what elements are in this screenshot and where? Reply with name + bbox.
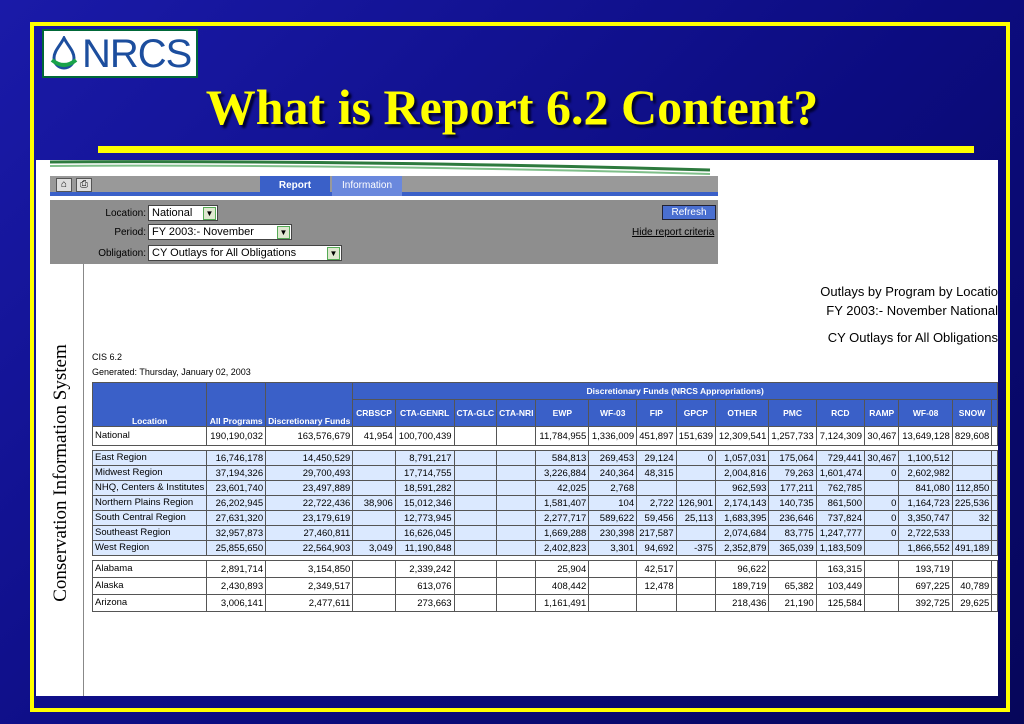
value-cell: 42,025 — [536, 481, 589, 496]
value-cell — [676, 595, 715, 612]
value-cell: 1,601,474 — [816, 466, 864, 481]
value-cell: 25,855,650 — [207, 541, 266, 556]
col-header: RCD — [816, 400, 864, 427]
col-header: CRBSCP — [353, 400, 395, 427]
value-cell: 15,012,346 — [395, 496, 454, 511]
value-cell: 59,456 — [637, 511, 676, 526]
value-cell — [497, 511, 536, 526]
value-cell: 2,074,684 — [716, 526, 769, 541]
value-cell: 25,113 — [676, 511, 715, 526]
location-cell[interactable]: Northern Plains Region — [93, 496, 207, 511]
refresh-button[interactable]: Refresh — [662, 205, 716, 220]
value-cell: 12,773,945 — [395, 511, 454, 526]
value-cell: 2,602,982 — [899, 466, 952, 481]
report-period: FY 2003:- November National — [826, 303, 998, 318]
value-cell — [497, 451, 536, 466]
value-cell: 1,866,552 — [899, 541, 952, 556]
value-cell: 2,430,893 — [207, 578, 266, 595]
value-cell: 737,824 — [816, 511, 864, 526]
value-cell: 613,076 — [395, 578, 454, 595]
value-cell: 1,247,777 — [816, 526, 864, 541]
col-header: WF-03 — [589, 400, 637, 427]
chevron-down-icon: ▼ — [277, 226, 290, 239]
value-cell — [454, 578, 497, 595]
value-cell: 94,692 — [637, 541, 676, 556]
value-cell: 104 — [589, 496, 637, 511]
value-cell: 2,352,879 — [716, 541, 769, 556]
value-cell: 1,683,395 — [716, 511, 769, 526]
value-cell: 3,049 — [353, 541, 395, 556]
value-cell: 32 — [952, 511, 991, 526]
col-header: OTHER — [716, 400, 769, 427]
screenshot-panel — [36, 160, 998, 696]
value-cell: 1,257,733 — [769, 427, 816, 446]
value-cell: 40,789 — [952, 578, 991, 595]
value-cell — [497, 427, 536, 446]
value-cell: 140,735 — [769, 496, 816, 511]
value-cell: 11,190,848 — [395, 541, 454, 556]
value-cell — [353, 466, 395, 481]
value-cell — [454, 541, 497, 556]
value-cell: 25,904 — [536, 561, 589, 578]
value-cell — [454, 496, 497, 511]
overflow-cell — [992, 451, 998, 466]
value-cell: 30,467 — [864, 427, 898, 446]
table-row — [93, 496, 998, 511]
value-cell: 236,646 — [769, 511, 816, 526]
value-cell: 0 — [864, 526, 898, 541]
value-cell — [497, 595, 536, 612]
value-cell: 0 — [864, 466, 898, 481]
cis-sidebar — [36, 264, 84, 696]
value-cell: 225,536 — [952, 496, 991, 511]
report-criteria — [50, 200, 718, 264]
overflow-cell — [992, 427, 998, 446]
value-cell: 13,649,128 — [899, 427, 952, 446]
period-value: FY 2003:- November — [152, 226, 254, 238]
value-cell — [454, 481, 497, 496]
value-cell — [353, 578, 395, 595]
value-cell: 103,449 — [816, 578, 864, 595]
value-cell: 841,080 — [899, 481, 952, 496]
value-cell: 2,768 — [589, 481, 637, 496]
col-header: Discretionary Funds — [266, 383, 353, 427]
value-cell — [497, 541, 536, 556]
value-cell: 451,897 — [637, 427, 676, 446]
table-row — [93, 427, 998, 446]
table-row — [93, 511, 998, 526]
value-cell: 3,226,884 — [536, 466, 589, 481]
overflow-cell — [992, 541, 998, 556]
period-select[interactable] — [148, 224, 292, 240]
group-header: Discretionary Funds (NRCS Appropriations) — [353, 383, 998, 400]
value-cell: 12,478 — [637, 578, 676, 595]
value-cell: 2,722 — [637, 496, 676, 511]
value-cell: 729,441 — [816, 451, 864, 466]
value-cell: 189,719 — [716, 578, 769, 595]
obligation-label: Obligation: — [98, 247, 146, 259]
period-label: Period: — [114, 226, 146, 238]
overflow-cell — [992, 578, 998, 595]
value-cell: 29,700,493 — [266, 466, 353, 481]
col-header: CTA-GLC — [454, 400, 497, 427]
value-cell: 0 — [864, 511, 898, 526]
value-cell — [454, 451, 497, 466]
chevron-down-icon: ▼ — [203, 207, 216, 220]
col-header: Location — [93, 383, 207, 427]
value-cell — [952, 561, 991, 578]
value-cell: 100,700,439 — [395, 427, 454, 446]
value-cell: 23,497,889 — [266, 481, 353, 496]
value-cell: 408,442 — [536, 578, 589, 595]
value-cell: 589,622 — [589, 511, 637, 526]
table-row — [93, 526, 998, 541]
value-cell: 273,663 — [395, 595, 454, 612]
value-cell: 3,006,141 — [207, 595, 266, 612]
value-cell: 21,190 — [769, 595, 816, 612]
value-cell: 22,564,903 — [266, 541, 353, 556]
col-header: WF-08 — [899, 400, 952, 427]
table-row — [93, 541, 998, 556]
value-cell: 27,631,320 — [207, 511, 266, 526]
value-cell: 22,722,436 — [266, 496, 353, 511]
value-cell: 96,622 — [716, 561, 769, 578]
value-cell — [637, 595, 676, 612]
obligation-row — [50, 244, 342, 262]
value-cell — [454, 595, 497, 612]
value-cell — [497, 578, 536, 595]
overflow-cell — [992, 526, 998, 541]
app-toolbar — [50, 176, 718, 196]
value-cell — [497, 481, 536, 496]
value-cell: 1,161,491 — [536, 595, 589, 612]
tab-information[interactable]: Information — [332, 176, 402, 196]
value-cell — [952, 466, 991, 481]
value-cell — [676, 466, 715, 481]
value-cell: 2,477,611 — [266, 595, 353, 612]
value-cell: 41,954 — [353, 427, 395, 446]
value-cell — [676, 526, 715, 541]
value-cell: 861,500 — [816, 496, 864, 511]
value-cell: 1,581,407 — [536, 496, 589, 511]
value-cell: 151,639 — [676, 427, 715, 446]
value-cell: 697,225 — [899, 578, 952, 595]
value-cell — [454, 526, 497, 541]
value-cell — [497, 561, 536, 578]
print-icon[interactable]: ⎙ — [76, 178, 92, 192]
report-obligation: CY Outlays for All Obligations — [827, 330, 998, 345]
col-header: CTA-GENRL — [395, 400, 454, 427]
location-select[interactable] — [148, 205, 218, 221]
value-cell — [353, 561, 395, 578]
overflow-cell — [992, 561, 998, 578]
value-cell: 163,576,679 — [266, 427, 353, 446]
overflow-cell — [992, 595, 998, 612]
value-cell — [676, 561, 715, 578]
location-row — [50, 204, 218, 222]
col-header: GPCP — [676, 400, 715, 427]
table-row — [93, 451, 998, 466]
value-cell — [864, 578, 898, 595]
col-header: PMC — [769, 400, 816, 427]
value-cell — [353, 526, 395, 541]
value-cell: 491,189 — [952, 541, 991, 556]
value-cell: 29,124 — [637, 451, 676, 466]
location-cell[interactable]: Southeast Region — [93, 526, 207, 541]
value-cell — [497, 496, 536, 511]
value-cell: 8,791,217 — [395, 451, 454, 466]
value-cell — [676, 481, 715, 496]
value-cell: 30,467 — [864, 451, 898, 466]
value-cell: 1,669,288 — [536, 526, 589, 541]
location-value: National — [152, 207, 193, 219]
value-cell: 17,714,755 — [395, 466, 454, 481]
value-cell: 230,398 — [589, 526, 637, 541]
location-cell[interactable]: NHQ, Centers & Institutes — [93, 481, 207, 496]
value-cell: 18,591,282 — [395, 481, 454, 496]
value-cell — [454, 466, 497, 481]
value-cell: 1,100,512 — [899, 451, 952, 466]
value-cell — [952, 451, 991, 466]
value-cell: 42,517 — [637, 561, 676, 578]
value-cell: 392,725 — [899, 595, 952, 612]
report-title: Outlays by Program by Locatio — [820, 284, 998, 299]
value-cell: 177,211 — [769, 481, 816, 496]
table-row — [93, 561, 998, 578]
value-cell: 190,190,032 — [207, 427, 266, 446]
value-cell — [864, 595, 898, 612]
col-header: All Programs — [207, 383, 266, 427]
report-table — [92, 382, 998, 612]
value-cell: 269,453 — [589, 451, 637, 466]
value-cell: 2,174,143 — [716, 496, 769, 511]
value-cell: 3,301 — [589, 541, 637, 556]
overflow-cell — [992, 466, 998, 481]
value-cell: 16,746,178 — [207, 451, 266, 466]
period-row — [50, 223, 292, 241]
col-header: CTA-NRI — [497, 400, 536, 427]
value-cell: 0 — [864, 496, 898, 511]
location-cell[interactable]: Midwest Region — [93, 466, 207, 481]
report-generated: Generated: Thursday, January 02, 2003 — [92, 367, 251, 377]
location-cell[interactable]: Alaska — [93, 578, 207, 595]
value-cell: 1,164,723 — [899, 496, 952, 511]
obligation-value: CY Outlays for All Obligations — [152, 247, 297, 259]
value-cell: 26,202,945 — [207, 496, 266, 511]
value-cell: 29,625 — [952, 595, 991, 612]
value-cell — [353, 481, 395, 496]
value-cell: 2,402,823 — [536, 541, 589, 556]
value-cell — [497, 526, 536, 541]
value-cell — [676, 578, 715, 595]
value-cell — [589, 578, 637, 595]
location-cell[interactable]: East Region — [93, 451, 207, 466]
value-cell: 7,124,309 — [816, 427, 864, 446]
value-cell — [454, 427, 497, 446]
value-cell — [454, 511, 497, 526]
value-cell: 14,450,529 — [266, 451, 353, 466]
value-cell: 125,584 — [816, 595, 864, 612]
logo-text: NRCS — [82, 31, 192, 76]
value-cell: 2,349,517 — [266, 578, 353, 595]
value-cell: 3,350,747 — [899, 511, 952, 526]
value-cell: 0 — [676, 451, 715, 466]
col-header: RAMP — [864, 400, 898, 427]
value-cell: 2,891,714 — [207, 561, 266, 578]
overflow-cell — [992, 511, 998, 526]
value-cell: 240,364 — [589, 466, 637, 481]
value-cell: 38,906 — [353, 496, 395, 511]
nrcs-logo — [42, 29, 198, 78]
location-cell[interactable]: West Region — [93, 541, 207, 556]
value-cell: 37,194,326 — [207, 466, 266, 481]
obligation-select[interactable] — [148, 245, 342, 261]
location-cell[interactable]: Alabama — [93, 561, 207, 578]
value-cell: 112,850 — [952, 481, 991, 496]
value-cell: 3,154,850 — [266, 561, 353, 578]
value-cell: 193,719 — [899, 561, 952, 578]
value-cell — [353, 451, 395, 466]
table-row — [93, 595, 998, 612]
report-code: CIS 6.2 — [92, 352, 123, 362]
table-row — [93, 466, 998, 481]
value-cell: 27,460,811 — [266, 526, 353, 541]
location-label: Location: — [105, 207, 146, 219]
value-cell: 23,179,619 — [266, 511, 353, 526]
value-cell: 12,309,541 — [716, 427, 769, 446]
title-underline — [98, 146, 974, 153]
value-cell: 762,785 — [816, 481, 864, 496]
col-header: FIP — [637, 400, 676, 427]
value-cell: 23,601,740 — [207, 481, 266, 496]
value-cell: 2,339,242 — [395, 561, 454, 578]
hide-criteria-link[interactable]: Hide report criteria — [632, 227, 715, 238]
value-cell: 65,382 — [769, 578, 816, 595]
value-cell — [637, 481, 676, 496]
value-cell — [769, 561, 816, 578]
col-header-overflow — [992, 400, 998, 427]
value-cell: 2,004,816 — [716, 466, 769, 481]
home-icon[interactable]: ⌂ — [56, 178, 72, 192]
value-cell: 2,722,533 — [899, 526, 952, 541]
value-cell: 218,436 — [716, 595, 769, 612]
water-drop-icon — [50, 36, 78, 72]
value-cell: 11,784,955 — [536, 427, 589, 446]
value-cell — [864, 541, 898, 556]
value-cell: 829,608 — [952, 427, 991, 446]
slide-title: What is Report 6.2 Content? — [205, 79, 819, 135]
value-cell — [864, 481, 898, 496]
value-cell: 962,593 — [716, 481, 769, 496]
value-cell: 48,315 — [637, 466, 676, 481]
value-cell: 1,183,509 — [816, 541, 864, 556]
value-cell — [952, 526, 991, 541]
table-row — [93, 578, 998, 595]
overflow-cell — [992, 481, 998, 496]
value-cell — [497, 466, 536, 481]
col-header: EWP — [536, 400, 589, 427]
table-row — [93, 481, 998, 496]
value-cell — [353, 511, 395, 526]
location-cell[interactable]: South Central Region — [93, 511, 207, 526]
value-cell: 217,587 — [637, 526, 676, 541]
value-cell: 79,263 — [769, 466, 816, 481]
value-cell: 1,336,009 — [589, 427, 637, 446]
value-cell: 126,901 — [676, 496, 715, 511]
value-cell: 83,775 — [769, 526, 816, 541]
location-cell[interactable]: National — [93, 427, 207, 446]
value-cell — [589, 561, 637, 578]
value-cell: 163,315 — [816, 561, 864, 578]
value-cell: 365,039 — [769, 541, 816, 556]
sidebar-label: Conservation Information System — [50, 344, 71, 602]
value-cell — [353, 595, 395, 612]
value-cell: 16,626,045 — [395, 526, 454, 541]
value-cell: 2,277,717 — [536, 511, 589, 526]
value-cell: 32,957,873 — [207, 526, 266, 541]
location-cell[interactable]: Arizona — [93, 595, 207, 612]
value-cell: 584,813 — [536, 451, 589, 466]
value-cell — [864, 561, 898, 578]
col-header: SNOW — [952, 400, 991, 427]
tab-report[interactable]: Report — [260, 176, 330, 196]
value-cell — [589, 595, 637, 612]
value-cell — [454, 561, 497, 578]
overflow-cell — [992, 496, 998, 511]
value-cell: 1,057,031 — [716, 451, 769, 466]
value-cell: -375 — [676, 541, 715, 556]
chevron-down-icon: ▼ — [327, 247, 340, 260]
value-cell: 175,064 — [769, 451, 816, 466]
